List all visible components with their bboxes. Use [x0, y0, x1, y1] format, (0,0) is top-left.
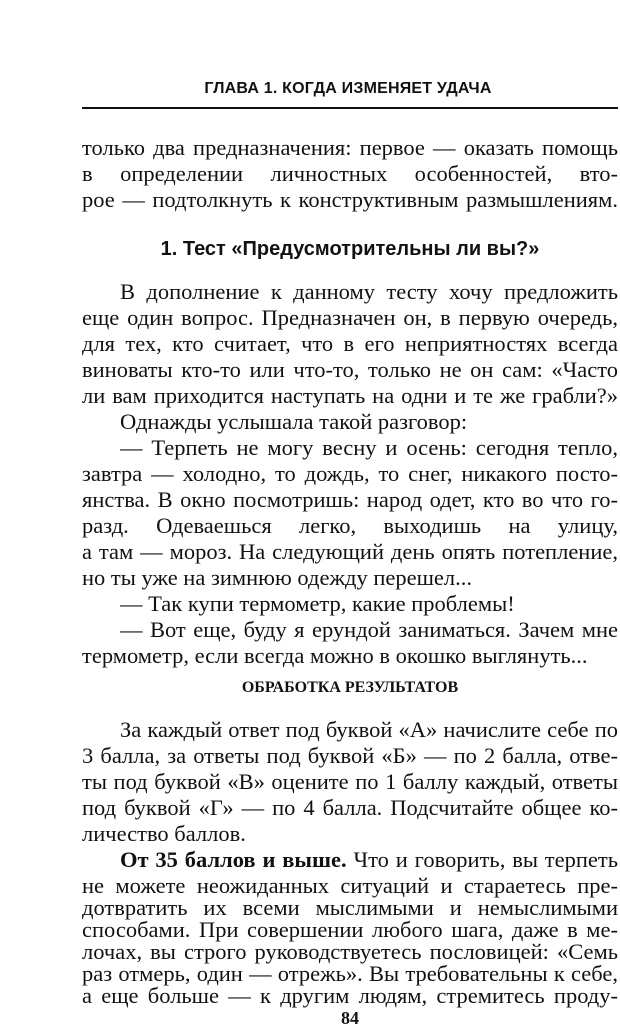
conversation-reply-line: разд. Одеваешься легко, выходишь на улицу, [82, 513, 618, 538]
test-paragraph-line: для тех, кто считает, что в его неприятностях всегда [82, 331, 618, 356]
result-35-line: а еще больше — к другим людям, стремитесь проду- [82, 983, 618, 1008]
scoring-line: 3 балла, за ответы под буквой «Б» — по 2 балла, отве- [82, 743, 618, 768]
test-paragraph-line: виноваты кто-то или что-то, только не он сам: «Часто [82, 357, 618, 382]
conversation-reply-line: — Так купи термометр, какие проблемы! [120, 591, 515, 616]
conversation-reply-line: но ты уже на зимнюю одежду перешел... [82, 565, 472, 590]
result-35-first-line [120, 847, 618, 873]
conversation-intro: Однажды услышала такой разговор: [120, 409, 468, 434]
result-35-line: способами. При совершении любого шага, даже в ме- [82, 917, 618, 942]
header-rule [82, 107, 618, 109]
scoring-line: личество баллов. [82, 821, 246, 846]
intro-line: рое — подтолкнуть к конструктивным размышлениям. [82, 187, 618, 212]
scoring-line: ты под буквой «В» оцените по 1 баллу каждый, ответы [82, 769, 618, 794]
test-heading: 1. Тест «Предусмотрительны ли вы?» [160, 238, 540, 260]
test-paragraph-line: В дополнение к данному тесту хочу предложить [120, 279, 618, 304]
results-heading: ОБРАБОТКА РЕЗУЛЬТАТОВ [241, 679, 459, 696]
result-35-text: Что и говорить, вы терпеть [353, 847, 618, 872]
result-35-line: раз отмерь, один — отрежь». Вы требовательны к себе, [82, 961, 618, 986]
intro-line: только два предназначения: первое — оказать помощь [82, 135, 618, 160]
result-35-line: не можете неожиданных ситуаций и стараетесь пре- [82, 873, 618, 898]
conversation-reply-line: янства. В окно посмотришь: народ одет, кто во что го- [82, 487, 618, 512]
conversation-reply-line: — Вот еще, буду я ерундой заниматься. Зачем мне [120, 617, 618, 642]
intro-line: в определении личностных особенностей, вто- [82, 161, 618, 186]
scoring-line: под буквой «Г» — по 4 балла. Подсчитайте общее ко- [82, 795, 618, 820]
test-paragraph-line: еще один вопрос. Предназначен он, в первую очередь, [82, 305, 618, 330]
conversation-reply-line: термометр, если всегда можно в окошко выглянуть... [82, 643, 588, 668]
scoring-line: За каждый ответ под буквой «А» начислите себе по [120, 717, 618, 742]
running-title: ГЛАВА 1. КОГДА ИЗМЕНЯЕТ УДАЧА [204, 80, 492, 97]
result-35-line: дотвратить их всеми мыслимыми и немыслимыми [82, 895, 618, 920]
page-number: 84 [341, 1008, 359, 1028]
conversation-reply-line: завтра — холодно, то дождь, то снег, никакого посто- [82, 461, 618, 486]
test-paragraph-line: ли вам приходится наступать на одни и те же грабли?» [82, 383, 618, 408]
result-35-label: От 35 баллов и выше. [120, 847, 347, 872]
result-35-line: лочах, вы строго руководствуетесь пословицей: «Семь [82, 939, 618, 964]
conversation-reply-line: — Терпеть не могу весну и осень: сегодня тепло, [120, 435, 618, 460]
conversation-reply-line: а там — мороз. На следующий день опять потепление, [82, 539, 618, 564]
